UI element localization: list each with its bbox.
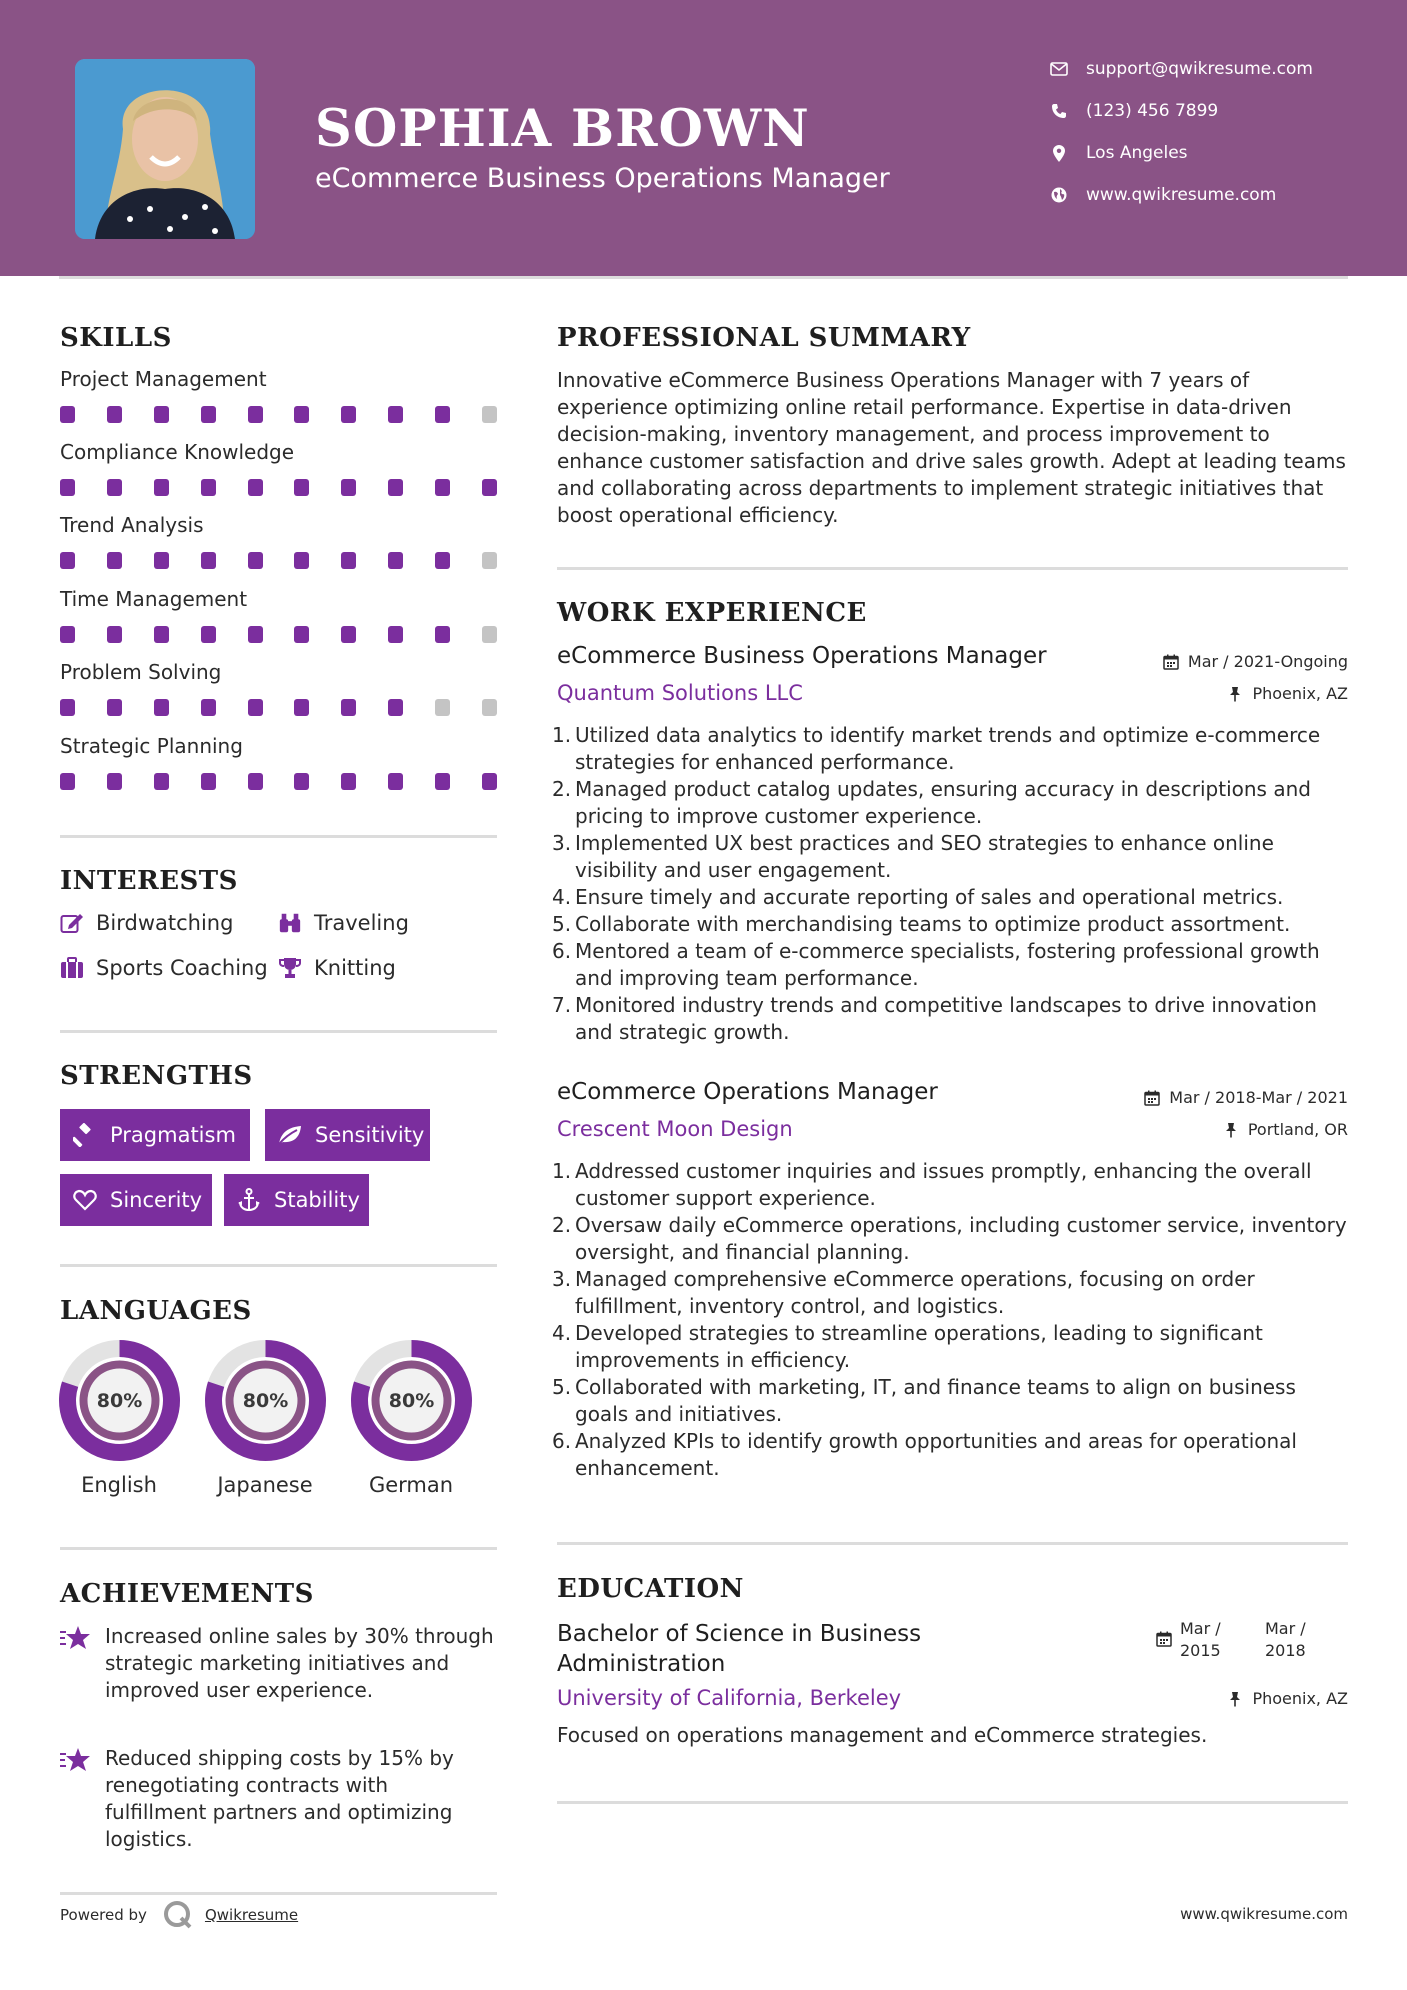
skills-divider [60,835,497,838]
calendar-icon [1143,1089,1161,1107]
skill-rating-dot [154,406,169,423]
map-pin-icon [1048,142,1070,164]
skill-rating-dot [341,552,356,569]
education-dates [1155,1630,1181,1648]
education-description: Focused on operations management and eCommerce strategies. [557,1723,1208,1747]
skill-rating-dot [154,773,169,790]
trophy-icon [278,956,302,980]
summary-heading: PROFESSIONAL SUMMARY [557,323,971,353]
skill-rating-dot [341,626,356,643]
skill-rating-dot [201,626,216,643]
skill-rating-dot [201,773,216,790]
strengths-heading: STRENGTHS [60,1061,253,1091]
job-location-text: Portland, OR [1247,1120,1348,1139]
education-divider [557,1801,1348,1804]
strength-tag [224,1174,369,1226]
bullet-item: 5. Collaborated with marketing, IT, and finance teams to align on business goals and initiatives. [552,1375,1296,1426]
skill-rating-dot [248,699,263,716]
work-divider [557,1542,1348,1545]
strengths-divider [60,1264,497,1267]
contact-email[interactable] [1048,54,1388,84]
calendar-icon [1155,1630,1173,1648]
job-location-text: Phoenix, AZ [1252,684,1348,703]
job-bullets [552,722,1355,1046]
footer-powered-by [60,1900,298,1930]
skill-rating-dot [341,773,356,790]
language-progress-ring [351,1340,472,1461]
skill-label: Time Management [60,587,248,611]
contact-location [1048,138,1388,168]
interest-item [60,956,268,980]
skill-rating [60,773,497,791]
strength-label: Sensitivity [315,1123,425,1147]
skill-rating-dot [435,626,450,643]
interests-heading: INTERESTS [60,866,238,896]
skill-rating-dot [60,406,75,423]
education-date-start: Mar / 2015 [1180,1619,1221,1660]
interest-item [278,956,396,980]
candidate-name: SOPHIA BROWN [315,99,810,159]
skill-rating-dot [107,479,122,496]
language-name: German [368,1473,454,1497]
bullet-item: 2. Managed product catalog updates, ensuring accuracy in descriptions and pricing to improve customer experience. [552,777,1311,828]
skill-rating-dot [435,773,450,790]
achievements-heading: ACHIEVEMENTS [60,1579,314,1609]
header-divider [59,276,1348,279]
interest-item [278,911,409,935]
education-school[interactable]: University of California, Berkeley [557,1686,902,1710]
languages-divider [60,1547,497,1550]
skill-rating [60,406,497,424]
heart-icon [72,1187,98,1213]
job-dates-text: Mar / 2018-Mar / 2021 [1169,1088,1348,1107]
skill-rating-dot [482,479,497,496]
pushpin-icon [1226,1690,1244,1708]
bullet-item: 6. Mentored a team of e-commerce specialists, fostering professional growth and improving team performance. [552,939,1320,990]
skill-rating [60,479,497,497]
summary-text: Innovative eCommerce Business Operations Manager with 7 years of experience optimizing online retail performance. Expertise in data-driven decision-making, inventory management, and process improvement to enhance customer satisfaction and drive sales growth. Adept at leading teams and collaborating across departments to implement strategic initiatives that boost operational efficiency. [557,368,1346,527]
skill-rating-dot [341,479,356,496]
skill-rating-dot [482,773,497,790]
skill-rating-dot [294,479,309,496]
skill-rating-dot [482,626,497,643]
anchor-icon [236,1187,262,1213]
bullet-item: 4. Ensure timely and accurate reporting of sales and operational metrics. [552,885,1284,909]
language-name: English [81,1473,157,1497]
interest-label: Birdwatching [96,911,234,935]
bullet-item: 6. Analyzed KPIs to identify growth opportunities and areas for operational enhancement. [552,1429,1297,1480]
briefcase-icon [60,956,84,980]
strength-tag [60,1109,250,1161]
header-banner [0,0,1407,276]
bullet-item: 1. Addressed customer inquiries and issues promptly, enhancing the overall customer support experience. [552,1159,1312,1210]
language-percent: 80% [242,1390,289,1412]
skill-label: Compliance Knowledge [60,440,295,464]
skill-rating-dot [154,699,169,716]
calendar-icon [1162,653,1180,671]
job-title: eCommerce Operations Manager [557,1079,938,1105]
skill-rating-dot [248,626,263,643]
pushpin-icon [1222,1121,1240,1139]
job-company[interactable]: Crescent Moon Design [557,1117,793,1141]
skill-rating-dot [248,552,263,569]
skill-rating-dot [107,552,122,569]
skill-rating-dot [341,699,356,716]
bullet-item: 3. Implemented UX best practices and SEO strategies to enhance online visibility and user engagement. [552,831,1274,882]
language-percent: 80% [388,1390,435,1412]
portrait-image [75,59,255,239]
skill-rating-dot [388,699,403,716]
skill-rating-dot [107,773,122,790]
skill-rating [60,699,497,717]
star-icon [60,1624,92,1656]
contact-website[interactable] [1048,180,1388,210]
edit-icon [60,911,84,935]
skill-rating-dot [341,406,356,423]
job-bullets [552,1158,1355,1482]
star-icon [60,1746,92,1778]
skill-rating-dot [388,626,403,643]
leaf-icon [277,1122,303,1148]
work-heading: WORK EXPERIENCE [557,598,867,628]
skill-rating-dot [201,406,216,423]
qwikresume-logo-icon [163,1900,193,1930]
job-location [1226,684,1348,703]
skill-rating-dot [388,406,403,423]
skill-rating-dot [60,479,75,496]
interests-divider [60,1030,497,1033]
summary-divider [557,567,1348,570]
achievements-divider [60,1892,497,1895]
interest-label: Sports Coaching [96,956,268,980]
bullet-item: 3. Managed comprehensive eCommerce operations, focusing on order fulfillment, inventory control, and logistics. [552,1267,1255,1318]
skill-rating-dot [60,699,75,716]
skill-rating-dot [60,773,75,790]
education-degree: Bachelor of Science in Business Administration [557,1621,922,1677]
skill-rating-dot [435,406,450,423]
skill-rating-dot [294,552,309,569]
strength-label: Pragmatism [110,1123,236,1147]
skill-rating-dot [388,479,403,496]
skill-rating-dot [294,699,309,716]
languages-heading: LANGUAGES [60,1296,252,1326]
interest-item [60,911,233,935]
bullet-item: 5. Collaborate with merchandising teams to optimize product assortment. [552,912,1291,936]
interest-label: Knitting [314,956,396,980]
binoculars-icon [278,911,302,935]
job-dates [1162,652,1348,671]
achievement-item: Reduced shipping costs by 15% by renegotiating contracts with fulfillment partners and optimizing logistics. [105,1746,454,1851]
skill-rating-dot [248,406,263,423]
skill-rating-dot [294,406,309,423]
contact-phone-text: (123) 456 7899 [1086,101,1219,121]
profile-photo [75,59,255,239]
skill-rating-dot [60,626,75,643]
skill-rating-dot [154,479,169,496]
contact-phone[interactable] [1048,96,1388,126]
job-title: eCommerce Business Operations Manager [557,643,1047,669]
bullet-item: 2. Oversaw daily eCommerce operations, including customer service, inventory oversight, and financial planning. [552,1213,1347,1264]
qwikresume-link[interactable]: Qwikresume [204,1906,299,1924]
job-dates [1143,1088,1348,1107]
skill-rating [60,552,497,570]
contact-location-text: Los Angeles [1086,143,1188,163]
candidate-title: eCommerce Business Operations Manager [315,163,890,194]
skill-rating-dot [248,773,263,790]
education-heading: EDUCATION [557,1574,744,1604]
footer-url[interactable]: www.qwikresume.com [1180,1905,1348,1923]
education-date-end: Mar / 2018 [1265,1619,1306,1660]
pushpin-icon [1226,685,1244,703]
bullet-item: 1. Utilized data analytics to identify market trends and optimize e-commerce strategies for enhanced performance. [552,723,1321,774]
strength-tag [265,1109,430,1161]
job-dates-text: Mar / 2021-Ongoing [1187,652,1348,671]
skill-rating-dot [154,626,169,643]
language-progress-ring [205,1340,326,1461]
interest-label: Traveling [314,911,409,935]
skill-rating-dot [482,699,497,716]
strength-label: Stability [274,1188,360,1212]
skill-rating-dot [107,626,122,643]
skill-rating-dot [248,479,263,496]
contact-website-text: www.qwikresume.com [1086,185,1277,205]
skill-rating-dot [294,626,309,643]
skill-rating-dot [482,552,497,569]
skills-heading: SKILLS [60,323,172,353]
skill-rating-dot [201,699,216,716]
skill-rating-dot [107,699,122,716]
skill-rating [60,626,497,644]
job-location [1222,1120,1348,1139]
skill-label: Strategic Planning [60,734,243,758]
skill-rating-dot [154,552,169,569]
bullet-item: 7. Monitored industry trends and competitive landscapes to drive innovation and strategic growth. [552,993,1317,1044]
skill-label: Problem Solving [60,660,222,684]
language-name: Japanese [217,1473,313,1497]
skill-rating-dot [435,552,450,569]
skill-rating-dot [294,773,309,790]
skill-rating-dot [60,552,75,569]
skill-rating-dot [201,479,216,496]
gavel-icon [72,1122,98,1148]
mail-icon [1048,58,1070,80]
skill-rating-dot [107,406,122,423]
skill-rating-dot [388,552,403,569]
skill-rating-dot [482,406,497,423]
skill-label: Project Management [60,367,267,391]
skill-rating-dot [201,552,216,569]
skill-rating-dot [435,699,450,716]
skill-rating-dot [388,773,403,790]
education-location-text: Phoenix, AZ [1252,1689,1348,1708]
achievement-item: Increased online sales by 30% through strategic marketing initiatives and improved user experience. [105,1624,494,1702]
language-progress-ring [59,1340,180,1461]
globe-icon [1048,184,1070,206]
bullet-item: 4. Developed strategies to streamline operations, leading to significant improvements in efficiency. [552,1321,1263,1372]
language-percent: 80% [96,1390,143,1412]
strength-label: Sincerity [110,1188,203,1212]
skill-rating-dot [435,479,450,496]
job-company[interactable]: Quantum Solutions LLC [557,681,803,705]
contact-email-text: support@qwikresume.com [1086,59,1313,79]
phone-icon [1048,100,1070,122]
skill-label: Trend Analysis [60,513,204,537]
powered-by-text: Powered by [60,1906,147,1924]
strength-tag [60,1174,212,1226]
education-location [1226,1689,1348,1708]
